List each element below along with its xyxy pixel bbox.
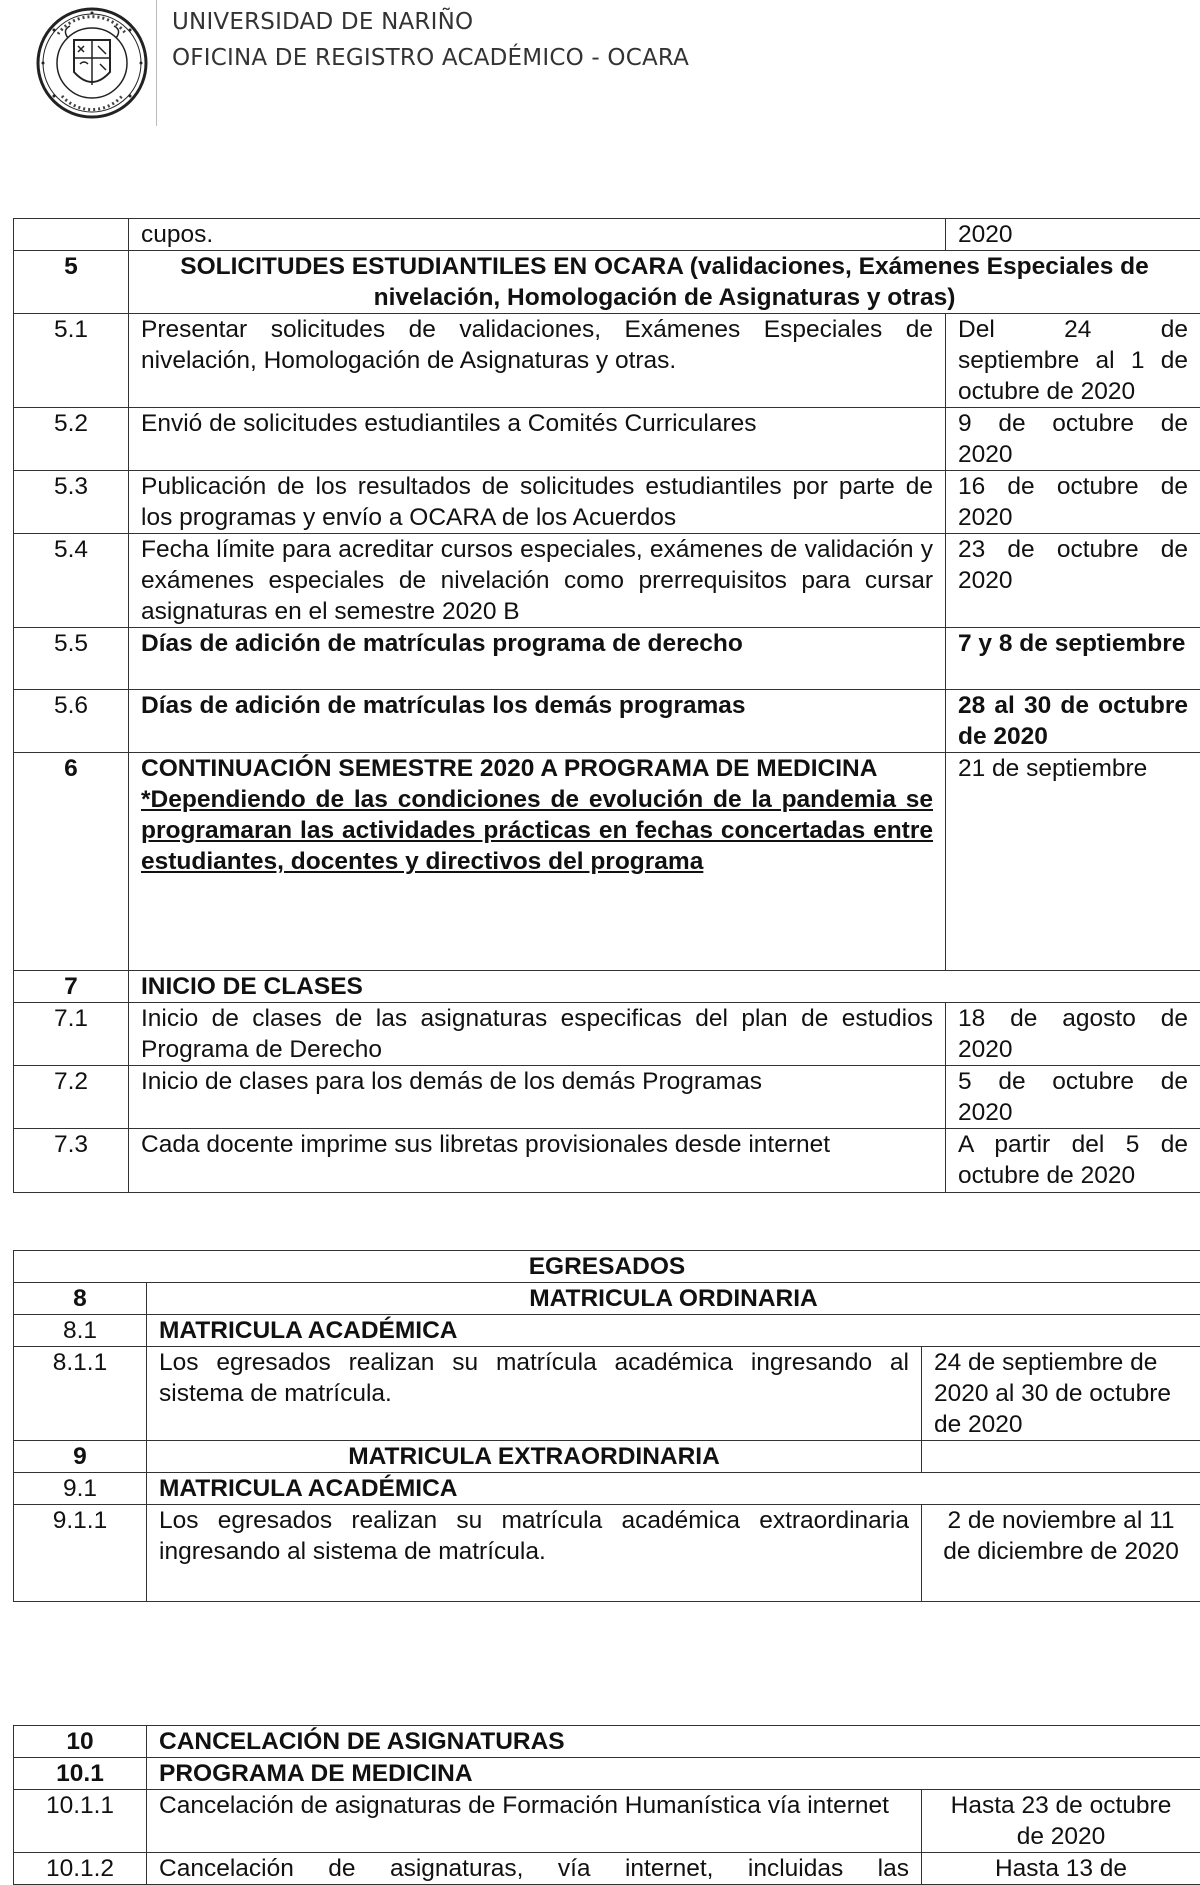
subsection-row [14, 1473, 1200, 1505]
university-seal-icon [28, 0, 157, 126]
row-date: 23 de octubre de 2020 [946, 534, 1200, 628]
section-title: SOLICITUDES ESTUDIANTILES EN OCARA (validaciones, Exámenes Especiales de nivelación, Homologación de Asignaturas y otras) [129, 251, 1200, 314]
row-number: 7.2 [14, 1066, 129, 1129]
table-row [14, 1347, 1200, 1441]
office-name: OFICINA DE REGISTRO ACADÉMICO - OCARA [172, 40, 689, 76]
section-content [129, 753, 946, 971]
row-number: 5.1 [14, 314, 129, 408]
calendar-table-graduates [13, 1250, 1200, 1602]
row-date: Hasta 23 de octubre de 2020 [922, 1790, 1200, 1853]
row-description: Fecha límite para acreditar cursos especiales, exámenes de validación y exámenes especiales de nivelación como prerrequisitos para cursar asignaturas en el semestre 2020 B [129, 534, 946, 628]
section-row [14, 1441, 1200, 1473]
row-number: 8.1.1 [14, 1347, 147, 1441]
row-date: 18 de agosto de 2020 [946, 1003, 1200, 1066]
row-description: Los egresados realizan su matrícula académica extraordinaria ingresando al sistema de matrícula. [147, 1505, 922, 1602]
section-row [14, 753, 1200, 971]
section-number: 9.1 [14, 1473, 147, 1505]
row-date: Del 24 de septiembre al 1 de octubre de 2020 [946, 314, 1200, 408]
table-row [14, 628, 1200, 690]
row-description: Cancelación de asignaturas, vía internet, incluidas las [147, 1853, 922, 1885]
row-date: Hasta 13 de [922, 1853, 1200, 1885]
row-date: A partir del 5 de octubre de 2020 [946, 1129, 1200, 1193]
subsection-row [14, 1315, 1200, 1347]
section-title: PROGRAMA DE MEDICINA [147, 1758, 1200, 1790]
calendar-table-cancellation [13, 1725, 1200, 1885]
empty-cell [922, 1441, 1200, 1473]
table-row [14, 1853, 1200, 1885]
row-description: Días de adición de matrículas los demás programas [129, 690, 946, 753]
row-description: Los egresados realizan su matrícula académica ingresando al sistema de matrícula. [147, 1347, 922, 1441]
section-title: INICIO DE CLASES [129, 971, 1200, 1003]
row-date: 24 de septiembre de 2020 al 30 de octubre de 2020 [922, 1347, 1200, 1441]
section-row [14, 1726, 1200, 1758]
row-description: cupos. [129, 219, 946, 251]
section-note: *Dependiendo de las condiciones de evolución de la pandemia se programaran las actividades prácticas en fechas concertadas entre estudiantes, docentes y directivos del programa [141, 784, 933, 877]
row-date: 9 de octubre de 2020 [946, 408, 1200, 471]
row-number: 5.5 [14, 628, 129, 690]
row-number: 9.1.1 [14, 1505, 147, 1602]
row-date: 5 de octubre de 2020 [946, 1066, 1200, 1129]
row-number: 7.1 [14, 1003, 129, 1066]
row-date: 28 al 30 de octubre de 2020 [946, 690, 1200, 753]
row-number: 10.1.1 [14, 1790, 147, 1853]
row-number: 5.3 [14, 471, 129, 534]
table-row [14, 1790, 1200, 1853]
row-number: 5.6 [14, 690, 129, 753]
section-number: 9 [14, 1441, 147, 1473]
row-date: 21 de septiembre [946, 753, 1200, 971]
row-date: 2020 [946, 219, 1200, 251]
section-title: MATRICULA ORDINARIA [147, 1283, 1200, 1315]
table-row [14, 1505, 1200, 1602]
row-description: Envió de solicitudes estudiantiles a Comités Curriculares [129, 408, 946, 471]
row-date: 2 de noviembre al 11 de diciembre de 2020 [922, 1505, 1200, 1602]
header-text [172, 4, 689, 76]
row-description: Cancelación de asignaturas de Formación Humanística vía internet [147, 1790, 922, 1853]
row-date: 7 y 8 de septiembre [946, 628, 1200, 690]
table-heading: EGRESADOS [14, 1251, 1200, 1283]
section-title: CANCELACIÓN DE ASIGNATURAS [147, 1726, 1200, 1758]
section-number: 6 [14, 753, 129, 971]
row-number: 5.2 [14, 408, 129, 471]
table-row [14, 534, 1200, 628]
table-row [14, 219, 1200, 251]
row-number [14, 219, 129, 251]
table-row [14, 471, 1200, 534]
institution-name: UNIVERSIDAD DE NARIÑO [172, 4, 689, 40]
row-description: Días de adición de matrículas programa de derecho [129, 628, 946, 690]
section-title: MATRICULA ACADÉMICA [147, 1473, 1200, 1505]
section-title: MATRICULA EXTRAORDINARIA [147, 1441, 922, 1473]
table-row [14, 408, 1200, 471]
document-header [0, 0, 1200, 130]
section-number: 8 [14, 1283, 147, 1315]
table-row [14, 690, 1200, 753]
section-number: 10 [14, 1726, 147, 1758]
row-description: Publicación de los resultados de solicitudes estudiantiles por parte de los programas y envío a OCARA de los Acuerdos [129, 471, 946, 534]
section-number: 5 [14, 251, 129, 314]
row-number: 7.3 [14, 1129, 129, 1193]
row-description: Cada docente imprime sus libretas provisionales desde internet [129, 1129, 946, 1193]
row-number: 5.4 [14, 534, 129, 628]
table-row [14, 1003, 1200, 1066]
section-title: MATRICULA ACADÉMICA [147, 1315, 1200, 1347]
row-description: Inicio de clases para los demás de los demás Programas [129, 1066, 946, 1129]
calendar-table-students [13, 218, 1200, 1193]
row-date: 16 de octubre de 2020 [946, 471, 1200, 534]
subsection-row [14, 1758, 1200, 1790]
section-number: 10.1 [14, 1758, 147, 1790]
table-row [14, 1066, 1200, 1129]
section-row [14, 251, 1200, 314]
section-number: 7 [14, 971, 129, 1003]
row-description: Inicio de clases de las asignaturas especificas del plan de estudios Programa de Derecho [129, 1003, 946, 1066]
section-number: 8.1 [14, 1315, 147, 1347]
section-row [14, 1283, 1200, 1315]
section-title: CONTINUACIÓN SEMESTRE 2020 A PROGRAMA DE MEDICINA [141, 753, 933, 784]
table-heading-row [14, 1251, 1200, 1283]
row-number: 10.1.2 [14, 1853, 147, 1885]
table-row [14, 314, 1200, 408]
table-row [14, 1129, 1200, 1193]
row-description: Presentar solicitudes de validaciones, Exámenes Especiales de nivelación, Homologación de Asignaturas y otras. [129, 314, 946, 408]
section-row [14, 971, 1200, 1003]
